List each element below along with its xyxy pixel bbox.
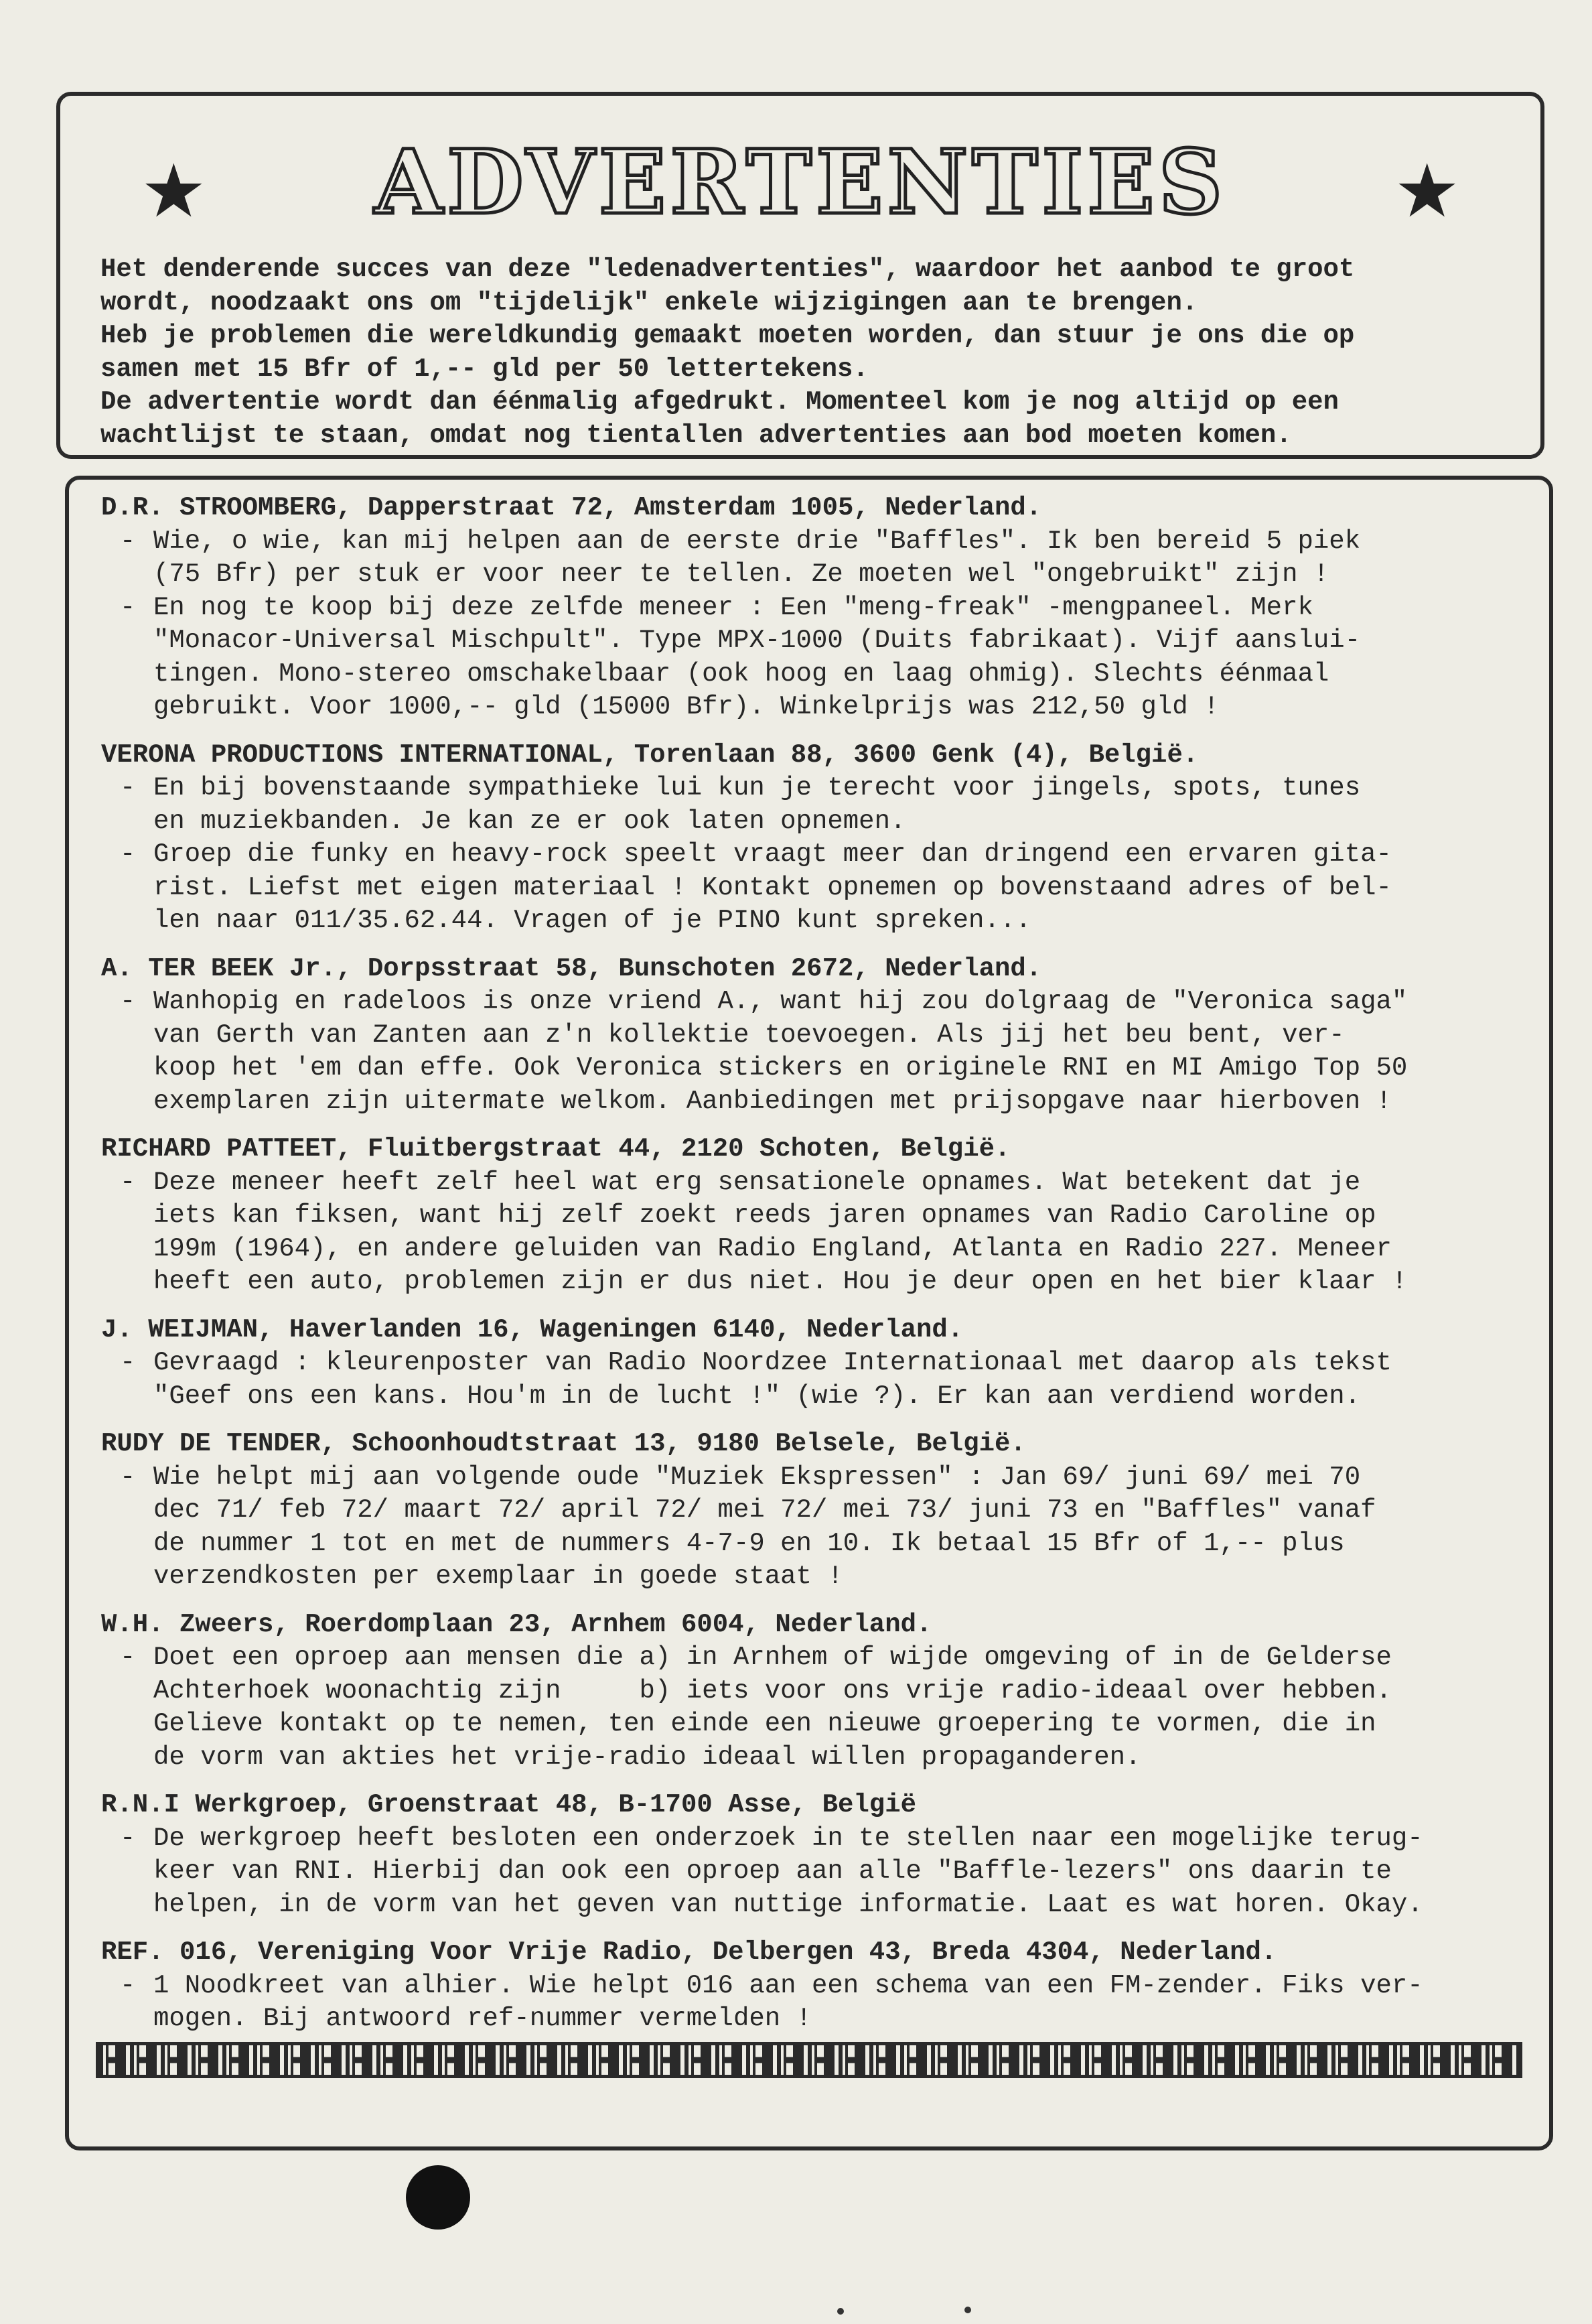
ad-line — [120, 1347, 1534, 1380]
ad-line-text: rist. Liefst met eigen materiaal ! Kontakt opnemen op bovenstaand adres of bel- — [153, 872, 1392, 902]
ad-line — [120, 1199, 1534, 1233]
intro-line: samen met 15 Bfr of 1,-- gld per 50 lettertekens. — [100, 354, 869, 384]
ad-line-text: dec 71/ feb 72/ maart 72/ april 72/ mei 72/ mei 73/ juni 73 en "Baffles" vanaf — [153, 1495, 1376, 1525]
ad-line — [120, 872, 1534, 905]
ad-entry — [101, 1133, 1534, 1299]
ad-item — [101, 1970, 1534, 2036]
bullet-dash: - — [120, 1167, 136, 1197]
ad-line-text: Deze meneer heeft zelf heel wat erg sensationele opnames. Wat betekent dat je — [153, 1167, 1361, 1197]
intro-text — [100, 253, 1520, 452]
ad-item — [101, 1641, 1534, 1774]
ad-item — [101, 838, 1534, 938]
ad-header: REF. 016, Vereniging Voor Vrije Radio, Delbergen 43, Breda 4304, Nederland. — [101, 1937, 1277, 1967]
ad-header: D.R. STROOMBERG, Dapperstraat 72, Amsterdam 1005, Nederland. — [101, 493, 1042, 523]
ads-box — [65, 476, 1553, 2150]
ad-header: VERONA PRODUCTIONS INTERNATIONAL, Torenlaan 88, 3600 Genk (4), België. — [101, 740, 1199, 770]
ad-line-text: heeft een auto, problemen zijn er dus niet. Hou je deur open en het bier klaar ! — [153, 1267, 1408, 1296]
ad-line — [120, 1641, 1534, 1675]
punch-hole — [406, 2165, 470, 2230]
ad-item — [101, 772, 1534, 838]
ad-line — [120, 658, 1534, 691]
ad-line — [120, 624, 1534, 658]
page-title: ADVERTENTIES — [374, 131, 1227, 234]
ad-line — [120, 985, 1534, 1019]
ad-line-text: iets kan fiksen, want hij zelf zoekt reeds jaren opnames van Radio Caroline op — [153, 1201, 1376, 1230]
ad-line-text: Groep die funky en heavy-rock speelt vraagt meer dan dringend een ervaren gita- — [153, 839, 1392, 869]
ad-line-text: verzendkosten per exemplaar in goede staat ! — [153, 1562, 843, 1591]
ad-header: RICHARD PATTEET, Fluitbergstraat 44, 2120 Schoten, België. — [101, 1134, 1011, 1164]
ad-line-text: Wie, o wie, kan mij helpen aan de eerste drie "Baffles". Ik ben bereid 5 piek — [153, 526, 1361, 556]
intro-line: wordt, noodzaakt ons om "tijdelijk" enkele wijzigingen aan te brengen. — [100, 287, 1198, 318]
ad-line — [120, 1380, 1534, 1414]
ad-line-text: koop het 'em dan effe. Ook Veronica stickers en originele RNI en MI Amigo Top 50 — [153, 1053, 1408, 1083]
ad-entry — [101, 953, 1534, 1119]
ad-line-text: de vorm van akties het vrije-radio ideaal willen propaganderen. — [153, 1742, 1141, 1772]
ad-header: R.N.I Werkgroep, Groenstraat 48, B-1700 Asse, België — [101, 1790, 916, 1820]
ad-line-text: gebruikt. Voor 1000,-- gld (15000 Bfr). Winkelprijs was 212,50 gld ! — [153, 692, 1220, 722]
bullet-dash: - — [120, 1643, 136, 1672]
ad-line — [120, 558, 1534, 592]
ad-line — [120, 525, 1534, 559]
ad-line — [120, 1233, 1534, 1266]
ad-line-text: (75 Bfr) per stuk er voor neer te tellen. Ze moeten wel "ongebruikt" zijn ! — [153, 559, 1329, 589]
ad-line — [120, 1822, 1534, 1856]
bullet-dash: - — [120, 1823, 136, 1853]
bullet-dash: - — [120, 1462, 136, 1492]
ad-line — [120, 1855, 1534, 1889]
bullet-dash: - — [120, 839, 136, 869]
ad-line-text: "Geef ons een kans. Hou'm in de lucht !" (wie ?). Er kan aan verdiend worden. — [153, 1381, 1361, 1411]
ad-line — [120, 1085, 1534, 1119]
ad-line-text: Doet een oproep aan mensen die a) in Arnhem of wijde omgeving of in de Gelderse — [153, 1643, 1392, 1672]
ad-line — [120, 805, 1534, 839]
ad-line-text: "Monacor-Universal Mischpult". Type MPX-1000 (Duits fabrikaat). Vijf aanslui- — [153, 626, 1361, 655]
intro-line: wachtlijst te staan, omdat nog tientallen advertenties aan bod moeten komen. — [100, 420, 1292, 450]
ad-item — [101, 525, 1534, 592]
ad-line — [120, 1461, 1534, 1495]
ad-entry — [101, 1428, 1534, 1594]
ad-line-text: Gevraagd : kleurenposter van Radio Noordzee Internationaal met daarop als tekst — [153, 1348, 1392, 1377]
ad-item — [101, 1822, 1534, 1922]
ad-item — [101, 985, 1534, 1118]
ad-line — [120, 2002, 1534, 2036]
ads-list — [101, 492, 1534, 2051]
ad-item — [101, 1347, 1534, 1413]
ad-line — [120, 592, 1534, 625]
intro-line: De advertentie wordt dan éénmalig afgedrukt. Momenteel kom je nog altijd op een — [100, 387, 1339, 417]
ad-line — [120, 1052, 1534, 1085]
ad-line — [120, 1970, 1534, 2003]
ad-line — [120, 772, 1534, 805]
star-icon: ★ — [141, 148, 207, 234]
ad-line-text: Gelieve kontakt op te nemen, ten einde een nieuwe groepering te vormen, die in — [153, 1709, 1376, 1738]
ad-line-text: De werkgroep heeft besloten een onderzoek in te stellen naar een mogelijke terug- — [153, 1823, 1423, 1853]
speck — [964, 2307, 971, 2313]
bullet-dash: - — [120, 773, 136, 803]
ad-line-text: keer van RNI. Hierbij dan ook een oproep aan alle "Baffle-lezers" ons daarin te — [153, 1856, 1392, 1886]
ad-line-text: En nog te koop bij deze zelfde meneer : Een "meng-freak" -mengpaneel. Merk — [153, 592, 1313, 622]
bullet-dash: - — [120, 1348, 136, 1377]
ad-line — [120, 1527, 1534, 1561]
ad-line-text: len naar 011/35.62.44. Vragen of je PINO kunt spreken... — [153, 906, 1031, 935]
ad-line — [120, 904, 1534, 938]
ad-line — [120, 1019, 1534, 1052]
bullet-dash: - — [120, 987, 136, 1016]
intro-line: Heb je problemen die wereldkundig gemaakt moeten worden, dan stuur je ons die op — [100, 321, 1355, 350]
ad-line-text: En bij bovenstaande sympathieke lui kun je terecht voor jingels, spots, tunes — [153, 773, 1361, 803]
ad-header: A. TER BEEK Jr., Dorpsstraat 58, Bunschoten 2672, Nederland. — [101, 953, 1042, 983]
ad-line — [120, 1889, 1534, 1922]
ad-line — [120, 1166, 1534, 1200]
decorative-border — [96, 2042, 1522, 2078]
ad-header: W.H. Zweers, Roerdomplaan 23, Arnhem 6004, Nederland. — [101, 1609, 932, 1639]
ad-line — [120, 1741, 1534, 1775]
ad-line — [120, 1675, 1534, 1708]
ad-line — [120, 691, 1534, 724]
bullet-dash: - — [120, 526, 136, 556]
ad-line-text: mogen. Bij antwoord ref-nummer vermelden ! — [153, 2004, 812, 2033]
ad-line — [120, 838, 1534, 872]
speck — [837, 2308, 844, 2315]
ad-line-text: van Gerth van Zanten aan z'n kollektie toevoegen. Als jij het beu bent, ver- — [153, 1020, 1345, 1050]
ad-line — [120, 1560, 1534, 1594]
ad-line-text: Wie helpt mij aan volgende oude "Muziek Ekspressen" : Jan 69/ juni 69/ mei 70 — [153, 1462, 1361, 1492]
ad-line-text: tingen. Mono-stereo omschakelbaar (ook hoog en laag ohmig). Slechts éénmaal — [153, 659, 1329, 689]
ad-line — [120, 1708, 1534, 1741]
bullet-dash: - — [120, 592, 136, 622]
ad-entry — [101, 1314, 1534, 1414]
intro-line: Het denderende succes van deze "ledenadvertenties", waardoor het aanbod te groot — [100, 255, 1355, 284]
ad-entry — [101, 739, 1534, 938]
ad-entry — [101, 1936, 1534, 2036]
ad-line-text: en muziekbanden. Je kan ze er ook laten opnemen. — [153, 806, 906, 836]
ad-line — [120, 1494, 1534, 1527]
ad-item — [101, 1461, 1534, 1594]
bullet-dash: - — [120, 1970, 136, 2000]
ad-item — [101, 592, 1534, 724]
ad-line-text: de nummer 1 tot en met de nummers 4-7-9 en 10. Ik betaal 15 Bfr of 1,-- plus — [153, 1528, 1345, 1558]
ad-line-text: Wanhopig en radeloos is onze vriend A., want hij zou dolgraag de "Veronica saga" — [153, 987, 1408, 1016]
header-box — [56, 92, 1544, 459]
ad-header: J. WEIJMAN, Haverlanden 16, Wageningen 6140, Nederland. — [101, 1314, 964, 1345]
ad-header: RUDY DE TENDER, Schoonhoudtstraat 13, 9180 Belsele, België. — [101, 1429, 1026, 1458]
ad-line-text: 1 Noodkreet van alhier. Wie helpt 016 aan een schema van een FM-zender. Fiks ver- — [153, 1970, 1423, 2000]
ad-line-text: exemplaren zijn uitermate welkom. Aanbiedingen met prijsopgave naar hierboven ! — [153, 1086, 1392, 1116]
ad-entry — [101, 1609, 1534, 1775]
ad-line-text: Achterhoek woonachtig zijn b) iets voor ons vrije radio-ideaal over hebben. — [153, 1676, 1392, 1706]
star-icon: ★ — [1394, 148, 1460, 234]
ad-entry — [101, 1789, 1534, 1921]
ad-entry — [101, 492, 1534, 724]
ad-line — [120, 1266, 1534, 1299]
ad-item — [101, 1166, 1534, 1299]
ad-line-text: helpen, in de vorm van het geven van nuttige informatie. Laat es wat horen. Okay. — [153, 1889, 1423, 1919]
ad-line-text: 199m (1964), en andere geluiden van Radio England, Atlanta en Radio 227. Meneer — [153, 1233, 1392, 1263]
